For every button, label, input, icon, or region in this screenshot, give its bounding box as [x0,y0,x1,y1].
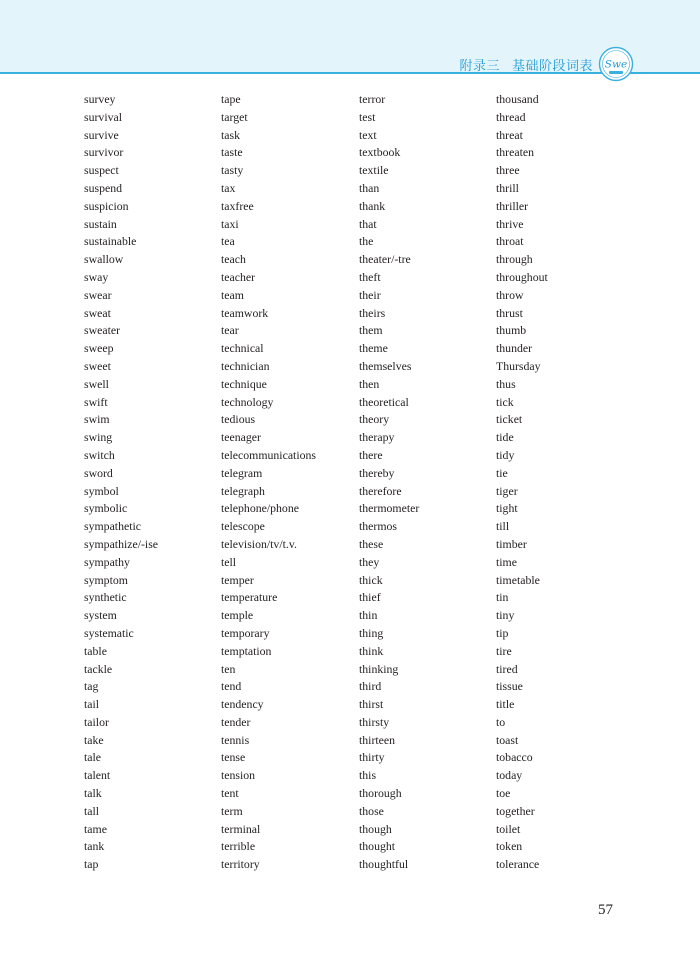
word-entry: therapy [359,430,395,445]
word-entry: throat [496,234,524,249]
word-entry: tend [221,679,242,694]
word-entry: tide [496,430,514,445]
word-entry: technician [221,358,270,373]
word-entry: tape [221,92,241,106]
word-entry: sweater [84,323,121,338]
word-entry: taxfree [221,198,254,213]
word-entry: themselves [359,358,412,373]
word-entry: temperature [221,590,278,605]
word-entry: tax [221,180,236,195]
word-entry: tap [84,857,99,872]
word-entry: talk [84,786,102,801]
page-number: 57 [598,902,613,918]
word-entry: therefore [359,483,402,498]
word-entry: thirsty [359,714,390,729]
word-entry: telecommunications [221,447,317,462]
word-entry: thus [496,376,516,391]
word-entry: teach [221,252,246,267]
word-column-3 [359,91,419,874]
word-entry: swift [84,394,108,409]
word-entry: sympathize/-ise [84,536,159,551]
word-entry: ten [221,661,236,676]
word-entry: today [496,768,523,783]
brand-logo-icon [598,46,634,82]
word-entry: sympathetic [84,519,142,534]
word-entry: theoretical [359,394,409,409]
word-entry: suspect [84,163,119,178]
word-entry: territory [221,857,260,872]
word-entry: thermos [359,519,398,534]
word-entry: Thursday [496,358,541,373]
word-entry: then [359,376,380,391]
word-entry: that [359,216,377,231]
word-entry: switch [84,447,115,462]
word-entry: throw [496,287,524,302]
word-entry: tick [496,394,514,409]
word-entry: tidy [496,447,515,462]
word-entry: sweep [84,341,114,356]
word-entry: token [496,839,523,854]
word-entry: thousand [496,92,539,106]
word-entry: tasty [221,163,244,178]
word-entry: technical [221,341,264,356]
word-entry: toilet [496,821,521,836]
word-entry: theater/-tre [359,252,411,267]
word-entry: tennis [221,732,250,747]
word-entry: timber [496,536,527,551]
word-entry: swim [84,412,110,427]
running-header [459,55,593,74]
word-entry: sweet [84,358,111,373]
word-entry: textile [359,163,389,178]
word-entry: telegraph [221,483,265,498]
word-entry: till [496,519,510,534]
word-entry: tall [84,803,100,818]
word-entry: together [496,803,535,818]
word-entry: sweat [84,305,111,320]
word-entry: tag [84,679,99,694]
word-entry: theme [359,341,388,356]
word-entry: tank [84,839,105,854]
word-entry: task [221,127,241,142]
header-rule [0,72,700,74]
word-entry: tie [496,465,508,480]
word-entry: tender [221,714,251,729]
word-entry: test [359,109,376,124]
word-entry: think [359,643,384,658]
word-entry: thirst [359,697,384,712]
word-entry: telegram [221,465,263,480]
word-entry: tail [84,697,100,712]
word-entry: though [359,821,392,836]
word-entry: teamwork [221,305,269,320]
header-band [0,0,700,73]
word-entry: thirty [359,750,385,765]
word-entry: thin [359,608,378,623]
word-entry: tired [496,661,518,676]
word-entry: telescope [221,519,265,534]
word-entry: thought [359,839,396,854]
word-entry: thrust [496,305,523,320]
word-entry: throughout [496,269,548,284]
word-entry: taxi [221,216,239,231]
word-entry: temporary [221,625,270,640]
word-entry: tendency [221,697,264,712]
word-entry: swear [84,287,112,302]
word-entry: thermometer [359,501,420,516]
word-entry: technique [221,376,267,391]
word-entry: temptation [221,643,272,658]
word-entry: table [84,643,107,658]
word-entry: survival [84,109,123,124]
word-entry: tackle [84,661,113,676]
logo-text: Swe [604,58,628,71]
word-entry: tale [84,750,102,765]
word-entry: swing [84,430,113,445]
word-entry: this [359,768,377,783]
word-entry: tissue [496,679,523,694]
word-entry: swell [84,376,109,391]
word-entry: survivor [84,145,124,160]
word-entry: thirteen [359,732,396,747]
word-entry: tolerance [496,857,540,872]
word-entry: synthetic [84,590,127,605]
word-entry: sword [84,465,113,480]
word-entry: thereby [359,465,395,480]
word-entry: telephone/phone [221,501,299,516]
word-entry: ticket [496,412,523,427]
word-entry: thunder [496,341,533,356]
word-entry: television/tv/t.v. [221,536,297,551]
word-entry: terrible [221,839,256,854]
word-entry: term [221,803,243,818]
word-entry: tame [84,821,107,836]
word-entry: sustainable [84,234,137,249]
word-entry: team [221,287,244,302]
word-entry: tobacco [496,750,533,765]
word-entry: thinking [359,661,399,676]
word-entry: temple [221,608,254,623]
word-entry: technology [221,394,274,409]
word-entry: tin [496,590,509,605]
word-entry: taste [221,145,243,160]
word-entry: terminal [221,821,261,836]
word-entry: they [359,554,380,569]
word-entry: tire [496,643,512,658]
word-entry: thief [359,590,381,605]
word-entry: teenager [221,430,261,445]
word-entry: teacher [221,269,256,284]
word-entry: toast [496,732,519,747]
word-entry: symbolic [84,501,128,516]
word-entry: three [496,163,520,178]
word-entry: thank [359,198,386,213]
word-entry: them [359,323,383,338]
word-entry: thorough [359,786,402,801]
word-entry: sustain [84,216,117,231]
word-entry: toe [496,786,511,801]
word-entry: threat [496,127,523,142]
word-entry: timetable [496,572,540,587]
word-entry: tedious [221,412,256,427]
word-entry: tight [496,501,518,516]
word-entry: take [84,732,104,747]
word-entry: talent [84,768,111,783]
word-entry: the [359,234,374,249]
word-entry: tip [496,625,509,640]
word-entry: survey [84,92,116,106]
word-entry: tea [221,234,235,249]
word-entry: theory [359,412,390,427]
word-entry: thriller [496,198,529,213]
word-entry: systematic [84,625,134,640]
word-entry: survive [84,127,119,142]
word-entry: sway [84,269,109,284]
word-entry: thumb [496,323,527,338]
word-column-4 [496,91,548,874]
word-entry: symptom [84,572,128,587]
word-entry: tear [221,323,239,338]
word-entry: than [359,180,380,195]
word-entry: title [496,697,515,712]
word-entry: tent [221,786,239,801]
word-entry: tension [221,768,256,783]
word-entry: suspend [84,180,123,195]
word-entry: their [359,287,381,302]
word-entry: symbol [84,483,119,498]
word-entry: time [496,554,517,569]
word-entry: these [359,536,384,551]
word-entry: system [84,608,117,623]
word-column-1 [84,91,158,874]
word-entry: tiny [496,608,515,623]
word-entry: tense [221,750,246,765]
word-entry: through [496,252,533,267]
word-entry: terror [359,92,386,106]
word-entry: tiger [496,483,518,498]
word-entry: thrive [496,216,524,231]
word-entry: those [359,803,384,818]
word-entry: swallow [84,252,124,267]
word-entry: target [221,109,248,124]
word-entry: text [359,127,377,142]
word-entry: thing [359,625,384,640]
word-entry: threaten [496,145,534,160]
word-entry: sympathy [84,554,130,569]
word-entry: suspicion [84,198,129,213]
word-entry: tell [221,554,237,569]
word-entry: thoughtful [359,857,409,872]
word-entry: thread [496,109,526,124]
word-entry: there [359,447,383,462]
word-entry: textbook [359,145,401,160]
word-entry: theft [359,269,381,284]
word-entry: third [359,679,382,694]
word-entry: thrill [496,180,519,195]
word-entry: to [496,714,506,729]
word-entry: thick [359,572,383,587]
word-entry: temper [221,572,254,587]
section-title: 基础阶段词表 [511,59,593,74]
word-entry: theirs [359,305,386,320]
appendix-label: 附录三 [459,59,500,74]
word-entry: tailor [84,714,109,729]
word-column-2 [221,91,316,874]
